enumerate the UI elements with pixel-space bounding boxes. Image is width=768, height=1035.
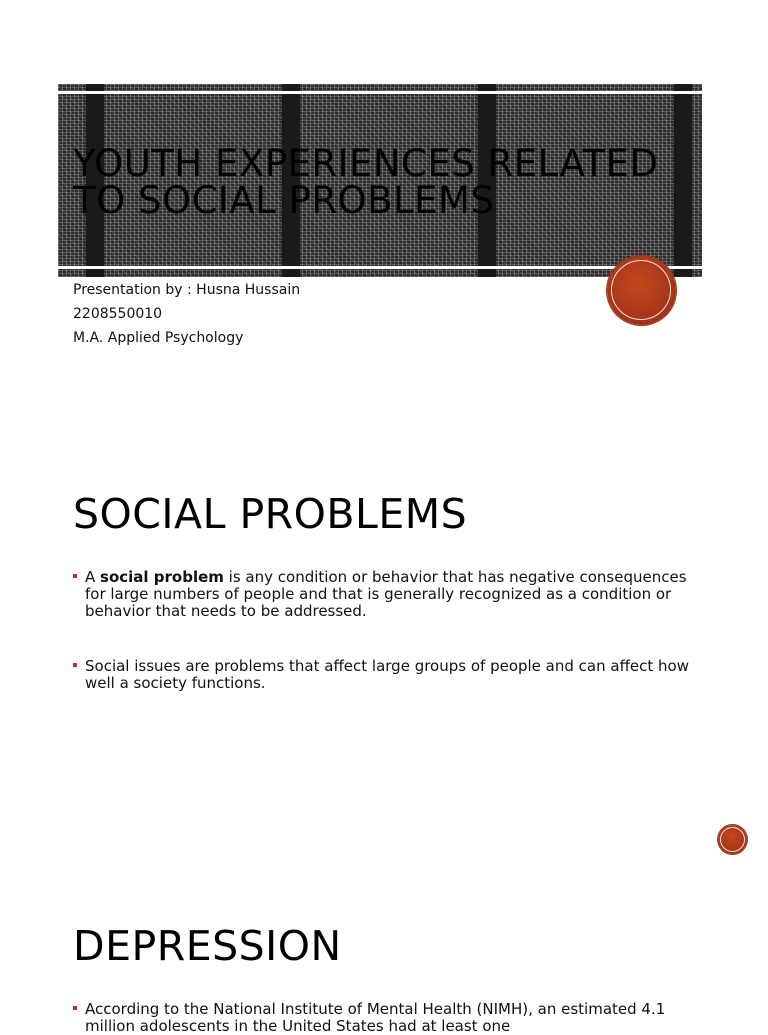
presenter-name: Presentation by : Husna Hussain [73,282,301,298]
title-line-1: YOUTH EXPERIENCES RELATED [73,142,659,185]
title-slide [0,0,768,432]
presenter-program: M.A. Applied Psychology [73,330,244,346]
list-item [73,658,703,692]
bullet-rest: is any condition or behavior that has negative consequences for large numbers of people and that is generally recognized as a condition or behavior that needs to be addressed. [85,568,687,620]
circle-emblem-icon [718,825,747,854]
bullet-prefix: A [85,568,101,586]
emblem-ring [611,260,671,320]
square-bullet-icon [73,663,77,667]
presentation-title [73,142,693,222]
presenter-id: 2208550010 [73,306,163,322]
bullet-list [73,1001,703,1035]
depression-slide [0,864,768,1035]
bullet-bold-term: social problem [100,568,224,586]
square-bullet-icon [73,1006,77,1010]
list-item [73,569,703,620]
social-problems-slide [0,432,768,864]
square-bullet-icon [73,574,77,578]
slide-heading: DEPRESSION [73,922,342,970]
slide-heading: SOCIAL PROBLEMS [73,490,468,538]
title-line-2: TO SOCIAL PROBLEMS [73,179,495,222]
banner-divider-bottom [58,266,702,269]
banner-divider-top [58,91,702,94]
bullet-text: According to the National Institute of Mental Health (NIMH), an estimated 4.1 million adolescents in the United States had at least one [85,1000,666,1035]
circle-emblem-icon [607,256,676,325]
list-item [73,1001,703,1035]
bullet-text: Social issues are problems that affect large groups of people and can affect how well a society functions. [85,657,689,692]
bullet-list [73,569,703,692]
emblem-ring [720,827,745,852]
presenter-info [73,278,300,350]
